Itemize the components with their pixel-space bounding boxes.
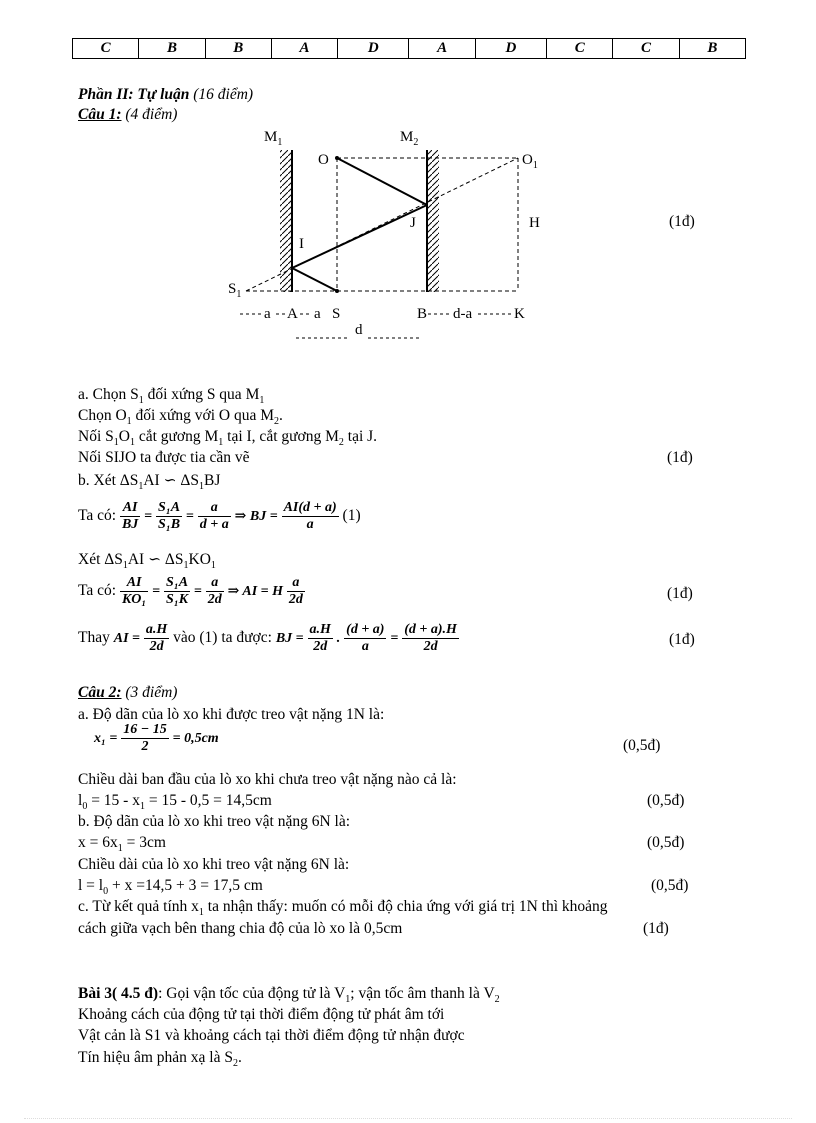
q2-line9: cách giữa vạch bên thang chia độ của lò xo là 0,5cm <box>78 920 403 937</box>
label-m1: $M_1$ <box>264 129 283 148</box>
mark-a4: (1đ) <box>667 449 693 466</box>
answer-cell: C <box>547 39 613 59</box>
q1-formula3: Thay AI = $\frac{a.H}{2d}$ vào (1) ta được: BJ = $\frac{a.H}{2d}$ . $\frac{(d + a)}{a}$ = $\frac{(d + a).H}{2d}$ <box>78 622 457 654</box>
q3-line2: Khoảng cách của động tử tại thời điểm động tử phát âm tới <box>78 1006 445 1023</box>
mark-q2-3: (0,5đ) <box>647 792 685 809</box>
q1-formula2: Ta có: $\frac{AI}{\text{KO₁}}$ = $\frac{\text{S₁A}}{\text{S₁K}}$ = $\frac{a}{2d}$ ⇒ AI = H $\frac{a}{2d}$ <box>78 575 303 607</box>
part2-title: Phần II: Tự luận <box>78 86 190 103</box>
q1-a-line3: Nối $S_1O_1$ cắt gương $M_1$ tại I, cắt gương $M_2$ tại J. <box>78 428 378 449</box>
label-h: H <box>529 215 540 231</box>
q1-b-line1: b. Xét $\Delta S_1AI$ ∽ $\Delta S_1BJ$ <box>78 472 221 493</box>
q2-line7: $l = l_0 + x =14,5 + 3 = 17,5$ cm <box>78 877 263 898</box>
mark-q2-9: (1đ) <box>643 920 669 937</box>
point-o <box>335 156 339 160</box>
answer-cell: D <box>338 39 409 59</box>
q2-line6: Chiều dài của lò xo khi treo vật nặng 6N là: <box>78 856 350 873</box>
q3-line1: Bài 3( 4.5 đ): Gọi vận tốc của động tử là $V_1$; vận tốc âm thanh là $V_2$ <box>78 985 500 1006</box>
mark-formula2: (1đ) <box>667 585 693 602</box>
answer-cell: B <box>679 39 745 59</box>
answer-cell: B <box>139 39 205 59</box>
label-d: d <box>355 322 363 338</box>
label-s: S <box>332 306 341 322</box>
label-o: O <box>318 152 329 168</box>
mark-formula3: (1đ) <box>669 631 695 648</box>
answer-cell: D <box>475 39 546 59</box>
label-a2: a <box>314 306 321 322</box>
label-d-a: d-a <box>453 306 473 322</box>
figure-labels <box>228 129 540 338</box>
label-a: A <box>287 306 298 322</box>
label-b: B <box>417 306 428 322</box>
mirror-diagram <box>0 0 816 360</box>
q3-title: Bài 3( 4.5 đ) <box>78 985 159 1002</box>
label-a1: a <box>264 306 271 322</box>
q1-b-line2: Xét $\Delta S_1AI$ ∽ $\Delta S_1KO_1$ <box>78 551 216 572</box>
q3-line4: Tín hiệu âm phản xạ là $S_2$. <box>78 1049 242 1070</box>
answer-cell: C <box>73 39 139 59</box>
q1-points: (4 điểm) <box>125 106 178 123</box>
label-k: K <box>514 306 525 322</box>
q2-line4: b. Độ dãn của lò xo khi treo vật nặng 6N là: <box>78 813 351 830</box>
q3-line3: Vật cản là S1 và khoảng cách tại thời điểm động tử nhận được <box>78 1027 465 1044</box>
q2-heading <box>78 684 177 702</box>
answer-cell: B <box>205 39 271 59</box>
q2-line1: a. Độ dãn của lò xo khi được treo vật nặng 1N là: <box>78 706 385 723</box>
mark-q2-5: (0,5đ) <box>647 834 685 851</box>
q1-title: Câu 1: <box>78 106 122 123</box>
q2-line3: $l_0 = 15 - x_1 = 15 - 0,5 = 14,5cm$ <box>78 792 272 813</box>
page-edge <box>24 1118 792 1119</box>
q2-line5: $x = 6x_1 = 3cm$ <box>78 834 166 855</box>
q2-line2: Chiều dài ban đầu của lò xo khi chưa treo vật nặng nào cả là: <box>78 771 457 788</box>
q1-formula1: Ta có: $\frac{AI}{BJ}$ = $\frac{\text{S₁A}}{\text{S₁B}}$ = $\frac{a}{d + a}$ ⇒ BJ = $\frac{AI(d + a)}{a}$ (1) <box>78 500 361 532</box>
mark-q2-7: (0,5đ) <box>651 877 689 894</box>
q2-formula1: x₁ = $\frac{16 - 15}{2}$ = 0,5cm <box>94 722 219 754</box>
mark-figure: (1đ) <box>669 213 695 230</box>
q2-points: (3 điểm) <box>125 684 178 701</box>
mirror-m2 <box>427 150 439 292</box>
answer-cell: A <box>409 39 475 59</box>
point-s <box>335 289 339 293</box>
q1-a-line1: a. Chọn $S_1$ đối xứng S qua $M_1$ <box>78 386 265 407</box>
light-ray <box>292 158 427 291</box>
label-m2: $M_2$ <box>400 129 419 148</box>
q2-line8: c. Từ kết quả tính $x_1$ ta nhận thấy: muốn có mỗi độ chia ứng với giá trị 1N thì khoảng <box>78 898 608 919</box>
mirror-m1 <box>280 150 292 292</box>
q1-a-line2: Chọn $O_1$ đối xứng với O qua $M_2$. <box>78 407 283 428</box>
label-i: I <box>299 236 304 252</box>
part2-points: (16 điểm) <box>193 86 254 103</box>
mark-q2-1: (0,5đ) <box>623 737 661 754</box>
label-j: J <box>410 215 416 231</box>
q2-title: Câu 2: <box>78 684 122 701</box>
answer-cell: A <box>271 39 337 59</box>
label-s1: $S_1$ <box>228 281 242 300</box>
answer-cell: C <box>613 39 679 59</box>
label-o1: $O_1$ <box>522 152 538 171</box>
q1-a-line4: Nối SIJO ta được tia cần vẽ <box>78 449 250 466</box>
